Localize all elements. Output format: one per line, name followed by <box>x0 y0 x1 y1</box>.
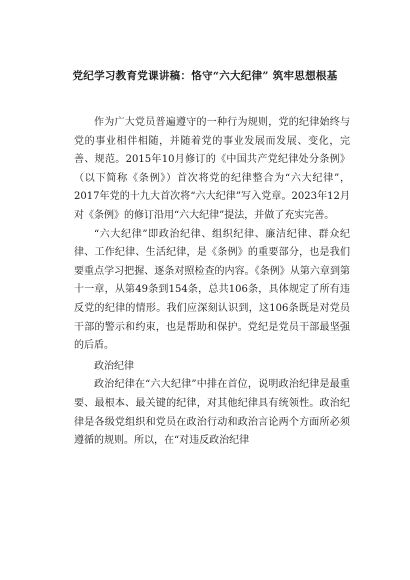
paragraph-political-discipline: 政治纪律在“六大纪律”中排在首位，说明政治纪律是最重要、最根本、最关键的纪律，对其他纪律具有统领性。政治纪律是各级党组织和党员在政治行动和政治言论两个方面所必须遵循的规则。所以，在“对违反政治纪律 <box>74 379 350 447</box>
paragraph-six-disciplines: “六大纪律”即政治纪律、组织纪律、廉洁纪律、群众纪律、工作纪律、生活纪律，是《条例》的重要部分，也是我们要重点学习把握、逐条对照检查的内容。《条例》从第六章到第十一章，从第49条到154条，总共106条，具体规定了所有违反党的纪律的情形。我们应深刻认识到，这106条既是对党员干部的警示和约束，也是帮助和保护。党纪是党员干部最坚强的后盾。 <box>74 228 350 352</box>
document-title: 党纪学习教育党课讲稿：恪守“六大纪律” 筑牢思想根基 <box>72 70 338 82</box>
paragraph-intro: 作为广大党员普遍遵守的一种行为规则，党的纪律始终与党的事业相伴相随，并随着党的事业发展而发展、变化，完善、规范。2015年10月修订的《中国共产党纪律处分条例》（以下简称《条例》）首次将党的纪律整合为“六大纪律”，2017年党的十九大首次将“六大纪律”写入党章。2023年12月对《条例》的修订沿用“六大纪律”提法，并做了充实完善。 <box>74 117 350 221</box>
document-body <box>74 114 350 451</box>
section-heading: 政治纪律 <box>94 360 134 372</box>
